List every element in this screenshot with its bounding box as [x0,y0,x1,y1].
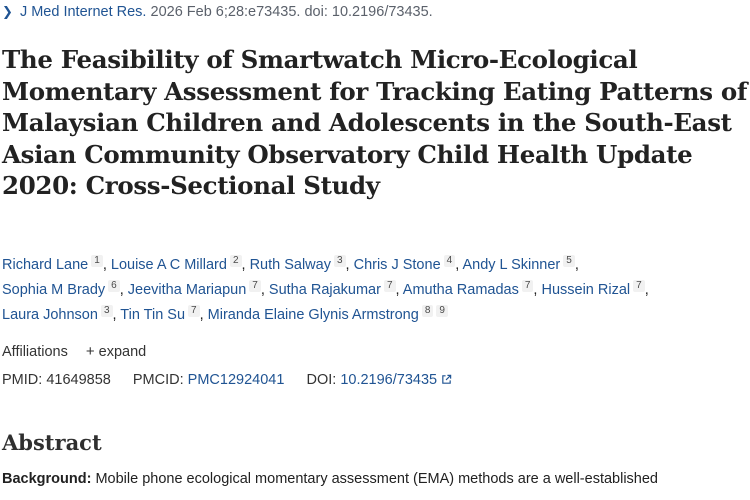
abstract-heading: Abstract [2,430,102,455]
author-link[interactable]: Hussein Rizal [541,282,631,298]
background-text: Mobile phone ecological momentary assessment (EMA) methods are a well-established [91,471,658,487]
author-link[interactable]: Chris J Stone [353,257,441,273]
author-item [208,307,448,323]
affiliation-badge[interactable]: 7 [522,280,534,292]
affiliation-badge[interactable]: 3 [101,305,113,317]
author-item [120,307,199,323]
doi-link[interactable] [340,372,452,388]
pmcid-label: PMCID: [132,372,184,388]
author-link[interactable]: Andy L Skinner [462,257,561,273]
affiliation-badge[interactable]: 2 [230,255,242,267]
citation-details: 2026 Feb 6;28:e73435. doi: 10.2196/73435. [150,4,433,20]
affiliation-badge[interactable]: 5 [563,255,575,267]
author-item [269,282,396,298]
author-link[interactable]: Sophia M Brady [2,282,106,298]
affiliation-badge[interactable]: 6 [108,280,120,292]
affiliation-badge[interactable]: 1 [91,255,103,267]
affiliation-badge[interactable]: 7 [384,280,396,292]
affiliations-expand-button[interactable] [86,344,146,360]
author-item [250,257,346,273]
author-link[interactable]: Richard Lane [2,257,89,273]
author-link[interactable]: Amutha Ramadas [402,282,519,298]
author-item [128,282,261,298]
affiliation-badge[interactable]: 3 [334,255,346,267]
pmid-value: 41649858 [46,372,111,388]
author-link[interactable]: Jeevitha Mariapun [127,282,247,298]
article-title: The Feasibility of Smartwatch Micro-Ecological Momentary Assessment for Tracking Eating Patterns of Malaysian Children and Adolescents in the South-East Asian Community Observatory Child Health Update 2020: Cross-Sectional Study [2,45,748,200]
author-item [111,257,242,273]
author-item [462,257,574,273]
author-link[interactable]: Miranda Elaine Glynis Armstrong [207,307,419,323]
author-list: Richard Lane $^1$ , Louise A C Millard $^2$ , Ruth Salway $^3$ , Chris J Stone $^4$ , Andy L Skinner $^5$ , Sophia M Brady $^6$ , Jeevitha Mariapun $^7$ , Sutha Rajakumar $^7$ , Amutha Ramadas $^7$ , Hussein Rizal $^7$ , Laura Johnson $^3$ , Tin Tin Su $^7$ , Miranda Elaine Glynis Armstrong $^8$ $^9$ [2,255,649,323]
doi-value: 10.2196/73435 [340,372,438,388]
journal-link[interactable]: J Med Internet Res. [19,4,147,20]
affiliations-row [2,343,146,360]
affiliation-badge[interactable]: 9 [436,305,448,317]
author-item [541,282,644,298]
author-item [403,282,534,298]
chevron-right-icon[interactable]: ❯ [2,4,13,19]
citation-line [2,4,433,20]
affiliation-badge[interactable]: 4 [444,255,456,267]
author-link[interactable]: Sutha Rajakumar [268,282,381,298]
author-link[interactable]: Ruth Salway [249,257,331,273]
doi-label: DOI: [306,372,337,388]
author-item [354,257,456,273]
pmcid-link[interactable]: PMC12924041 [187,372,285,388]
pmid-label: PMID: [2,372,43,388]
plus-icon: + [85,343,95,360]
expand-label: expand [98,344,147,360]
author-item [2,282,120,298]
affiliation-badge[interactable]: 7 [188,305,200,317]
affiliation-badge[interactable]: 8 [422,305,434,317]
identifiers-row [2,372,452,388]
author-link[interactable]: Louise A C Millard [110,257,227,273]
author-link[interactable]: Laura Johnson [2,307,98,323]
author-item [2,257,103,273]
author-link[interactable]: Tin Tin Su [120,307,186,323]
affiliation-badge[interactable]: 7 [633,280,645,292]
abstract-background [2,471,750,487]
author-item [2,307,113,323]
background-label: Background: [2,471,92,487]
affiliation-badge[interactable]: 7 [249,280,261,292]
affiliations-label: Affiliations [2,344,68,360]
external-link-icon [441,374,452,385]
